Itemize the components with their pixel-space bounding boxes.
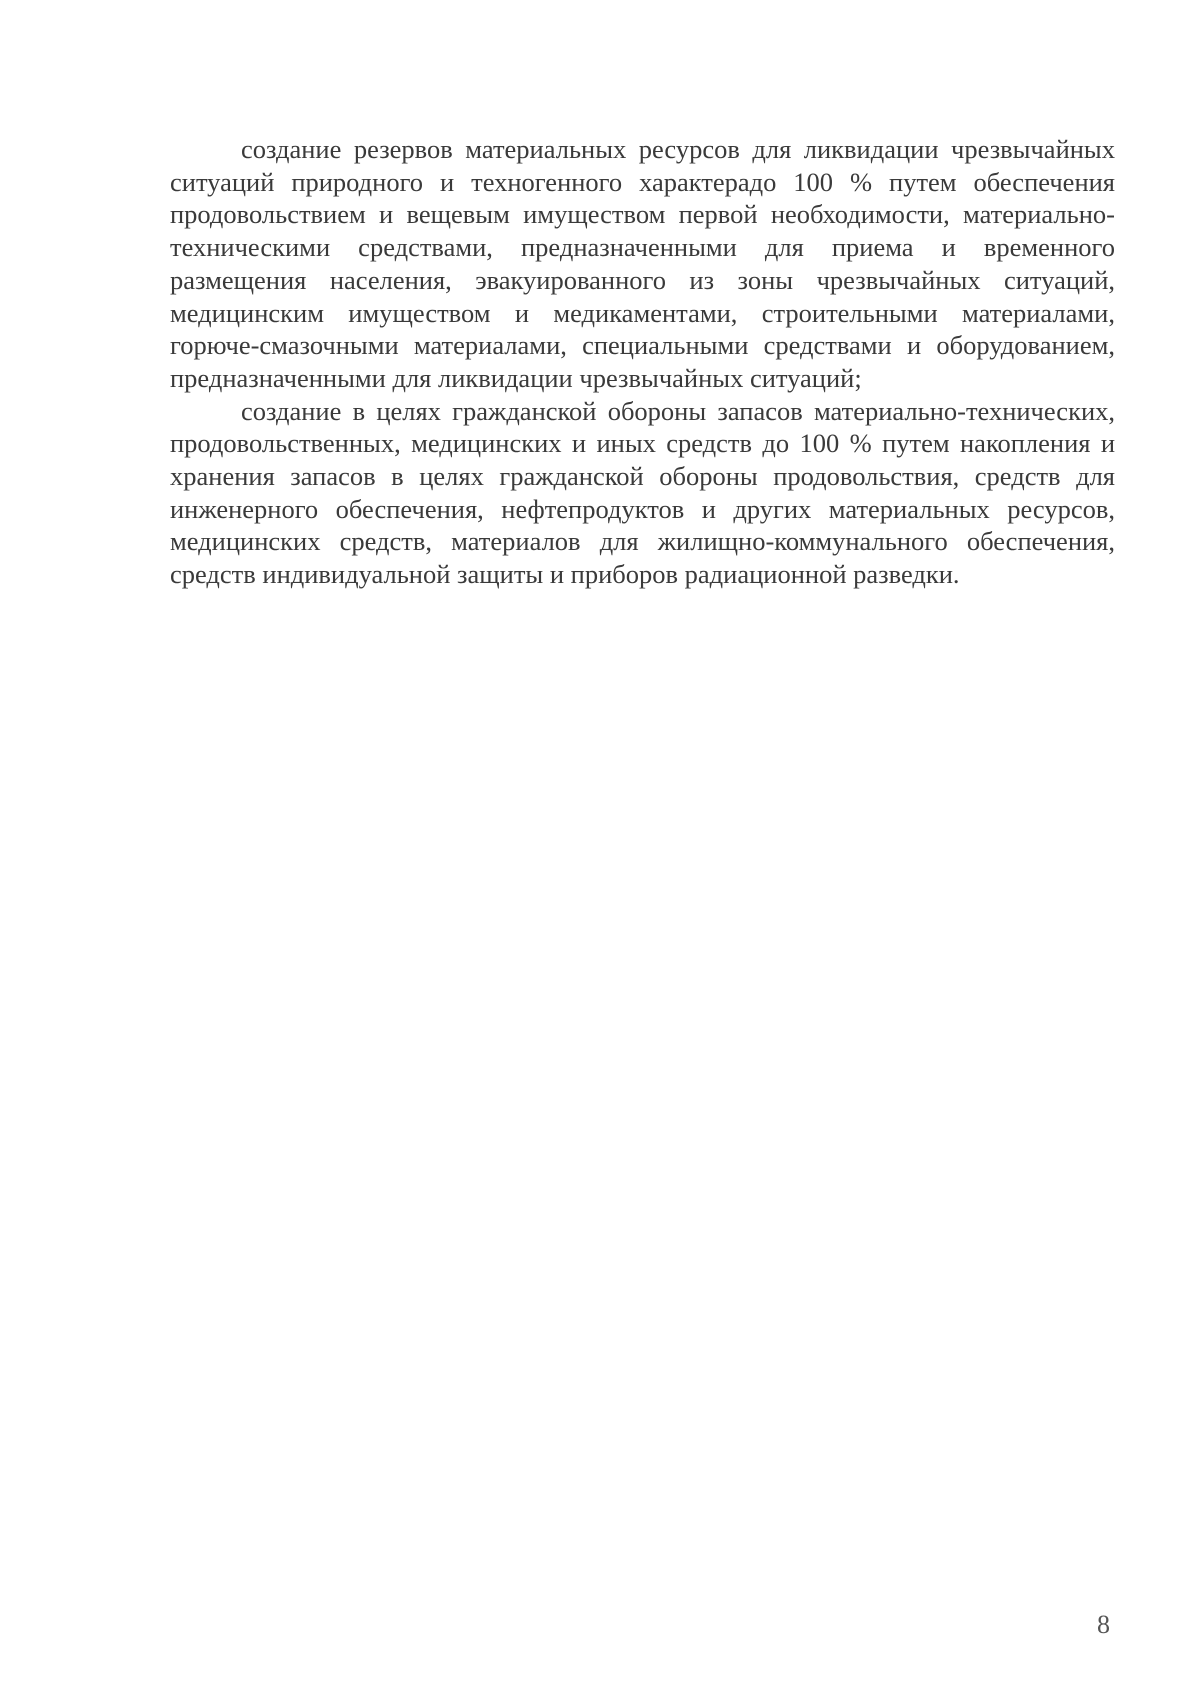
page-number: 8	[1097, 1610, 1110, 1639]
document-body	[170, 133, 1115, 591]
paragraph-emergency-reserves: создание резервов материальных ресурсов для ликвидации чрезвычайных ситуаций природного и техногенного характерадо 100 % путем обеспечения продовольствием и вещевым имуществом первой необходимости, материально-техническими средствами, предназначенными для приема и временного размещения населения, эвакуированного из зоны чрезвычайных ситуаций, медицинским имуществом и медикаментами, строительными материалами, горюче-смазочными материалами, специальными средствами и оборудованием, предназначенными для ликвидации чрезвычайных ситуаций;	[170, 134, 1115, 393]
paragraph-civil-defense-stocks: создание в целях гражданской обороны запасов материально-технических, продовольственных, медицинских и иных средств до 100 % путем накопления и хранения запасов в целях гражданской обороны продовольствия, средств для инженерного обеспечения, нефтепродуктов и других материальных ресурсов, медицинских средств, материалов для жилищно-коммунального обеспечения, средств индивидуальной защиты и приборов радиационной разведки.	[170, 395, 1115, 590]
